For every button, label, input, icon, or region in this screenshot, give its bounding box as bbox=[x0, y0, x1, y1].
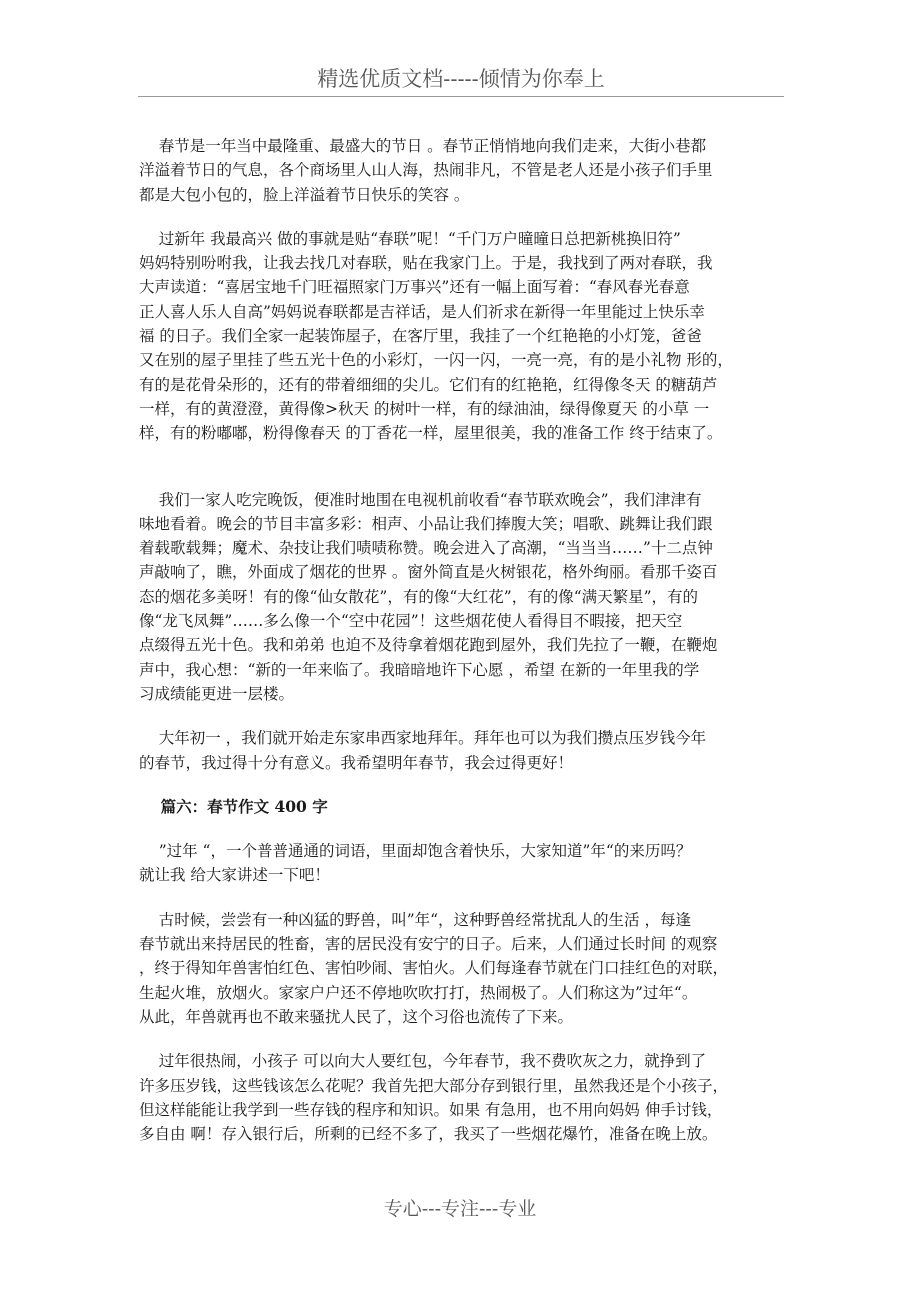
text-line: 春节是一年当中最隆重、最盛大的节日 。春节正悄悄地向我们走来，大街小巷都 bbox=[139, 137, 707, 155]
text-line: 洋溢着节日的气息，各个商场里人山人海，热闹非凡，不管是老人还是小孩子们手里 bbox=[139, 161, 713, 180]
text-line: 正人喜人乐人自高”妈妈说春联都是吉祥话，是人们祈求在新得一年里能过上快乐幸 bbox=[139, 302, 705, 321]
text-line: 味地看着。晚会的节目丰富多彩：相声、小品让我们捧腹大笑；唱歌、跳舞让我们跟 bbox=[139, 514, 713, 533]
text-line: 但这样能能让我学到一些存钱的程序和知识。如果 有急用，也不用向妈妈 伸手讨钱， bbox=[139, 1100, 723, 1119]
text-line: 过年很热闹，小孩子 可以向大人要红包，今年春节，我不费吹灰之力，就挣到了 bbox=[139, 1052, 707, 1071]
text-line: 像“龙飞凤舞”……多么像一个“空中花园”！这些烟花使人看得目不暇接，把天空 bbox=[139, 612, 683, 631]
text-line: 大声读道：“喜居宝地千门旺福照家门万事兴”还有一幅上面写着：“春风春光春意 bbox=[139, 278, 690, 297]
text-line: 福 的日子。我们全家一起装饰屋子，在客厅里，我挂了一个红艳艳的小灯笼，爸爸 bbox=[139, 327, 702, 346]
paragraph-4 bbox=[139, 726, 787, 775]
text-line: 有的是花骨朵形的，还有的带着细细的尖儿。它们有的红艳艳，红得像冬天 的糖葫芦 bbox=[139, 375, 718, 394]
text-line: 着载歌载舞；魔术、杂技让我们啧啧称赞。晚会进入了高潮，“当当当……”十二点钟 bbox=[139, 539, 713, 558]
text-line: 都是大包小包的，脸上洋溢着节日快乐的笑容 。 bbox=[139, 185, 470, 204]
paragraph-2 bbox=[139, 227, 787, 446]
paragraph-1 bbox=[139, 134, 787, 207]
paragraph-7 bbox=[139, 1049, 787, 1146]
text-line: 声中，我心想：“新的一年来临了。我暗暗地许下心愿 ，希望 在新的一年里我的学 bbox=[139, 660, 700, 679]
text-line: 就让我 给大家讲述一下吧！ bbox=[139, 866, 330, 885]
text-line: 妈妈特别吩咐我，让我去找几对春联，贴在我家门上。于是，我找到了两对春联，我 bbox=[139, 254, 713, 273]
text-line: 样，有的粉嘟嘟，粉得像春天 的丁香花一样，屋里很美，我的准备工作 终于结束了。 bbox=[139, 424, 723, 443]
document-body bbox=[139, 134, 787, 1146]
text-line: 多自由 啊！存入银行后，所剩的已经不多了，我买了一些烟花爆竹，准备在晚上放。 bbox=[139, 1125, 718, 1144]
text-line: 许多压岁钱，这些钱该怎么花呢？我首先把大部分存到银行里，虽然我还是个小孩子， bbox=[139, 1076, 729, 1095]
text-line: 春节就出来持居民的牲畜，害的居民没有安宁的日子。后来，人们通过长时间 的观察 bbox=[139, 935, 718, 954]
text-line: 一样，有的黄澄澄，黄得像>秋天 的树叶一样，有的绿油油，绿得像夏天 的小草 一 bbox=[139, 399, 710, 418]
text-line: ，终于得知年兽害怕红色、害怕吵闹、害怕火。人们每逢春节就在门口挂红色的对联， bbox=[139, 959, 729, 978]
paragraph-5 bbox=[139, 839, 787, 888]
page-footer bbox=[0, 1194, 920, 1224]
text-line: 从此，年兽就再也不敢来骚扰人民了，这个习俗也流传了下来。 bbox=[139, 1007, 574, 1026]
paragraph-3 bbox=[139, 488, 787, 707]
text-line: 又在别的屋子里挂了些五光十色的小彩灯，一闪一闪，一亮一亮，有的是小礼物 形的， bbox=[139, 351, 733, 370]
text-line: 我们一家人吃完晚饭，便准时地围在电视机前收看“春节联欢晚会”，我们津津有 bbox=[139, 490, 702, 509]
heading-text: 篇六：春节作文 400 字 bbox=[139, 796, 328, 816]
paragraph-6 bbox=[139, 908, 787, 1029]
text-line: 的春节，我过得十分有意义。我希望明年春节，我会过得更好！ bbox=[139, 753, 574, 772]
text-line: 生起火堆，放烟火。家家户户还不停地吹吹打打，热闹极了。人们称这为”过年“。 bbox=[139, 983, 698, 1002]
text-line: ”过年 “，一个普普通通的词语，里面却饱含着快乐，大家知道”年“的来历吗？ bbox=[139, 842, 692, 861]
section-heading bbox=[139, 795, 787, 819]
text-line: 习成绩能更进一层楼。 bbox=[139, 684, 295, 703]
header-title: 精选优质文档-----倾情为你奉上 bbox=[317, 67, 605, 91]
text-line: 大年初一 ，我们就开始走东家串西家地拜年。拜年也可以为我们攒点压岁钱今年 bbox=[139, 729, 707, 748]
text-line: 态的烟花多美呀！有的像“仙女散花”，有的像“大红花”，有的像“满天繁星”，有的 bbox=[139, 587, 699, 606]
footer-text: 专心---专注---专业 bbox=[383, 1198, 537, 1220]
page-header bbox=[138, 62, 784, 97]
text-line: 声敲响了，瞧，外面成了烟花的世界 。窗外简直是火树银花，格外绚丽。看那千姿百 bbox=[139, 563, 718, 582]
text-line: 古时候，尝尝有一种凶猛的野兽，叫”年“，这种野兽经常扰乱人的生活 ，每逢 bbox=[139, 910, 691, 929]
text-line: 点缀得五光十色。我和弟弟 也迫不及待拿着烟花跑到屋外，我们先拉了一鞭，在鞭炮 bbox=[139, 636, 718, 655]
text-line: 过新年 我最高兴 做的事就是贴“春联”呢！“千门万户曈曈日总把新桃换旧符” bbox=[139, 229, 681, 248]
